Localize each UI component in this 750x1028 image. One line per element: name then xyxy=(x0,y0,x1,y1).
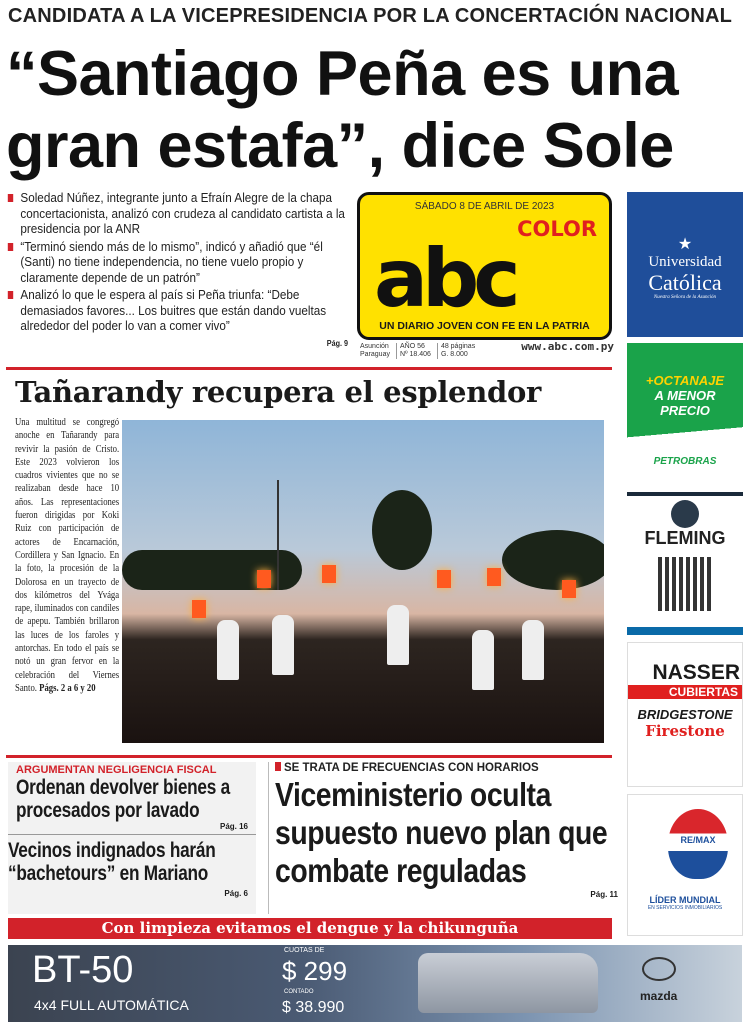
ad-brand: PETROBRAS xyxy=(653,456,717,467)
ad-text: Católica xyxy=(648,270,722,295)
main-headline[interactable] xyxy=(6,38,678,182)
person xyxy=(522,620,544,680)
ad-mazda-bt50[interactable] xyxy=(8,945,742,1022)
issue-number: Nº 18.406 xyxy=(399,351,431,358)
lantern xyxy=(437,570,451,588)
ad-text: CUBIERTAS xyxy=(628,685,742,699)
city: Asunción xyxy=(360,343,389,350)
tree xyxy=(122,550,302,590)
ad-text: A MENOR xyxy=(654,388,716,403)
utility-pole xyxy=(277,480,279,590)
ad-text: +OCTANAJE xyxy=(645,373,725,388)
story-card[interactable] xyxy=(268,762,618,914)
page-ref: Pág. 6 xyxy=(224,889,248,898)
secondary-stories xyxy=(8,762,256,914)
ad-text: CONTADO xyxy=(284,989,314,995)
feature-body: Una multitud se congregó anoche en Tañarandy para revivir la pasión de Cristo. Este 2023 volvieron los cuadros vivientes que no se realizaban desde hace 10 años. Las representaciones fueron dirigidas por Koki Ruiz con participación de actores de Encarnación, Cordillera y San Ignacio. En la foto, la procesión de la Dolorosa en un trayecto de dos kilómetros del Yvága rape, iluminados con candiles de apepu. También brillaron las luces de los faroles y antorchas. En todo el país se notó un gran fervor en la celebración del Viernes Santo. xyxy=(15,417,120,694)
edition-date: SÁBADO 8 DE ABRIL DE 2023 xyxy=(414,201,555,212)
qr-code-icon xyxy=(658,557,712,611)
ad-model: BT-50 xyxy=(32,949,134,991)
year: AÑO 56 xyxy=(399,343,425,350)
ad-fleming[interactable] xyxy=(627,492,743,635)
ad-text: BRIDGESTONE xyxy=(637,707,733,722)
mazda-logo-icon xyxy=(642,957,676,981)
story-tag: SE TRATA DE FRECUENCIAS CON HORARIOS xyxy=(284,762,539,774)
story-card[interactable] xyxy=(8,835,256,898)
logo-abc: abc xyxy=(374,232,515,325)
ad-universidad-catolica[interactable] xyxy=(627,192,743,337)
ad-remax[interactable] xyxy=(627,794,743,936)
country: Paraguay xyxy=(360,351,390,358)
health-banner: Con limpieza evitamos el dengue y la chikunguña xyxy=(8,918,612,939)
ad-brand: NASSER xyxy=(652,661,740,684)
ad-text: 4x4 FULL AUTOMÁTICA xyxy=(34,997,189,1013)
bullet-item: Analizó lo que le espera al país si Peña triunfa: “Debe demasiados favores... Los buitres que están dando vueltas alrededor del poder lo van a comer vivo” xyxy=(6,287,348,334)
ad-price: $ 38.990 xyxy=(282,999,345,1016)
lead-bullets xyxy=(6,190,348,351)
ad-brand: mazda xyxy=(640,989,678,1003)
price: G. 8.000 xyxy=(440,351,468,358)
ad-text: Universidad xyxy=(648,254,722,270)
edition-info xyxy=(360,340,614,359)
ad-text: CUOTAS DE xyxy=(284,947,325,954)
ad-text: Firestone xyxy=(645,722,725,740)
story-tag: ARGUMENTAN NEGLIGENCIA FISCAL xyxy=(16,764,217,776)
divider xyxy=(6,367,612,370)
story-title: Viceministerio oculta supuesto nuevo plan que combate reguladas xyxy=(275,776,608,889)
lantern xyxy=(562,580,576,598)
ad-petrobras[interactable] xyxy=(627,343,743,485)
pickup-truck-image xyxy=(418,953,598,1013)
page-ref: Págs. 2 a 6 y 20 xyxy=(39,682,96,694)
slogan: UN DIARIO JOVEN CON FE EN LA PATRIA xyxy=(379,320,590,332)
page-ref: Pág. 9 xyxy=(326,338,348,348)
ad-text: PRECIO xyxy=(660,403,710,418)
ad-text: Nuestra Señora de la Asunción xyxy=(653,295,717,300)
tree xyxy=(502,530,604,590)
lantern xyxy=(487,568,501,586)
page-ref: Pág. 16 xyxy=(219,822,248,831)
ad-brand: FLEMING xyxy=(644,528,726,548)
story-card[interactable] xyxy=(8,762,256,835)
logo-color: COLOR xyxy=(517,217,597,241)
bullet-item: “Terminó siendo más de lo mismo”, indicó y añadió que “él (Santi) no tiene independencia, no tiene vuelo propio y claramente depende de un patrón” xyxy=(6,239,348,286)
page-ref: Pág. 11 xyxy=(590,890,618,899)
star-icon: ★ xyxy=(677,236,693,253)
page-count: 48 páginas xyxy=(440,343,476,350)
website-link[interactable]: www.abc.com.py xyxy=(521,340,614,353)
ad-text: LÍDER MUNDIAL xyxy=(649,895,721,905)
lantern xyxy=(257,570,271,588)
person xyxy=(387,605,409,665)
headline-line: “Santiago Peña es una xyxy=(6,39,679,109)
person xyxy=(217,620,239,680)
lantern xyxy=(322,565,336,583)
person xyxy=(472,630,494,690)
story-title: Vecinos indignados harán “bachetours” en Mariano xyxy=(8,839,216,885)
feature-title[interactable]: Tañarandy recupera el esplendor xyxy=(15,375,541,409)
divider xyxy=(6,755,612,758)
ad-text: EN SERVICIOS INMOBILIARIOS xyxy=(647,905,723,911)
headline-line: gran estafa”, dice Sole xyxy=(6,111,674,181)
person xyxy=(272,615,294,675)
procession-photo[interactable] xyxy=(122,420,604,743)
tree xyxy=(372,490,432,570)
masthead-logo[interactable] xyxy=(357,192,612,340)
remax-balloon-icon: RE/MAX xyxy=(668,809,728,879)
bullet-item: Soledad Núñez, integrante junto a Efraín Alegre de la chapa concertacionista, analizó con crudeza al candidato cartista a la presidencia por la ANR xyxy=(6,190,348,237)
ad-price: $ 299 xyxy=(282,956,348,986)
fleming-logo-icon xyxy=(671,500,699,528)
lantern xyxy=(192,600,206,618)
feature-text xyxy=(15,416,119,695)
ad-nasser[interactable] xyxy=(627,642,743,787)
headline-kicker: CANDIDATA A LA VICEPRESIDENCIA POR LA CONCERTACIÓN NACIONAL xyxy=(8,5,733,27)
story-title: Ordenan devolver bienes a procesados por lavado xyxy=(16,776,230,822)
